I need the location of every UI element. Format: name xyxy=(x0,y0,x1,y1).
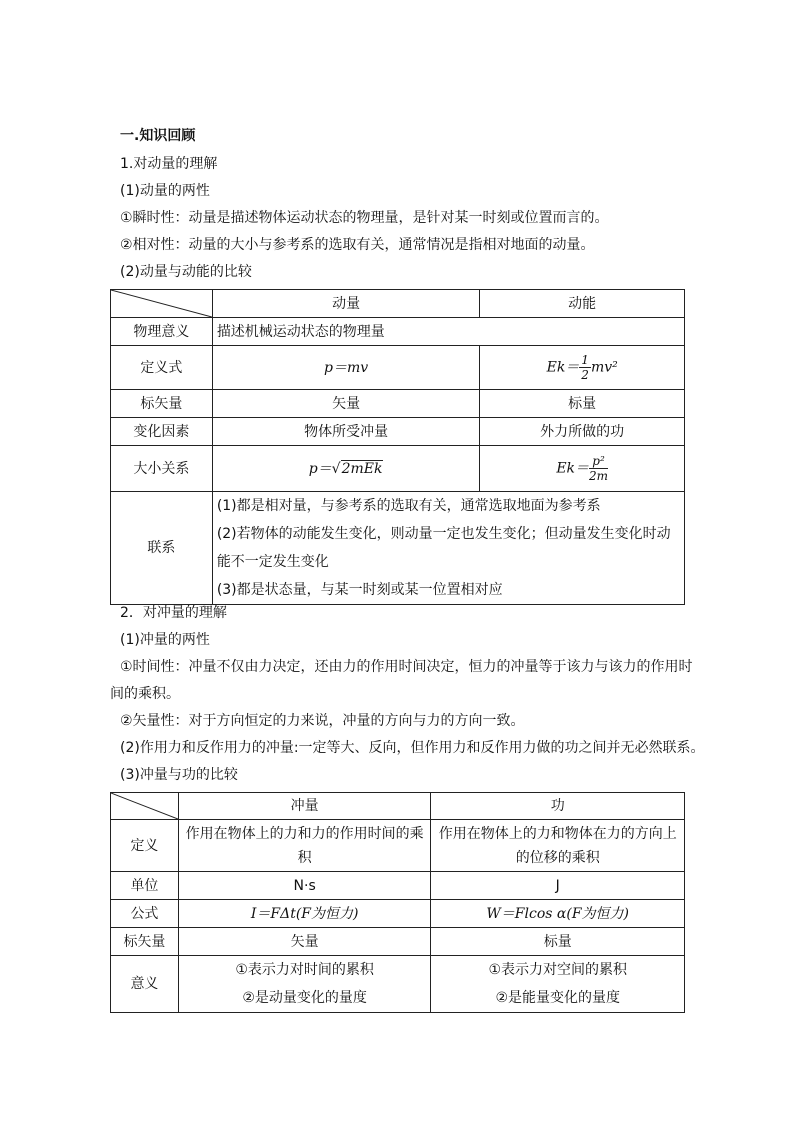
t1-col1: 动量 xyxy=(212,290,480,318)
section-heading: 一.知识回顾 xyxy=(120,128,196,144)
t2-r5-label: 意义 xyxy=(111,956,179,1013)
diagonal-header-cell xyxy=(111,793,179,820)
s1-sub1: (1)动量的两性 xyxy=(120,183,210,199)
t1-r5-b: Ek＝ $\frac{\text{p²}}{2m}$ xyxy=(480,446,685,492)
t2-r3-label: 公式 xyxy=(111,900,179,928)
s2-p1a: ①时间性：冲量不仅由力决定，还由力的作用时间决定，恒力的冲量等于该力与该力的作用时 xyxy=(120,659,693,675)
t2-r2-label: 单位 xyxy=(111,872,179,900)
t2-r5-a: ①表示力对时间的累积 ②是动量变化的量度 xyxy=(178,956,431,1013)
t1-r3-a: 矢量 xyxy=(212,390,480,418)
t2-r4-b: 标量 xyxy=(431,928,685,956)
t2-r3-a: I＝FΔt(F为恒力) xyxy=(178,900,431,928)
t2-col1: 冲量 xyxy=(178,793,431,820)
t1-r1-val: 描述机械运动状态的物理量 xyxy=(212,318,684,346)
t1-r6-label: 联系 xyxy=(111,492,213,605)
s2-sub1: (1)冲量的两性 xyxy=(120,632,210,648)
momentum-energy-table xyxy=(110,289,685,605)
s2-p1b: 间的乘积。 xyxy=(110,686,180,702)
t2-r1-a: 作用在物体上的力和力的作用时间的乘 积 xyxy=(178,820,431,872)
t2-r2-b: J xyxy=(431,872,685,900)
t2-r2-a: N·s xyxy=(178,872,431,900)
impulse-work-table xyxy=(110,792,685,1013)
s2-p2: ②矢量性：对于方向恒定的力来说，冲量的方向与力的方向一致。 xyxy=(120,713,525,729)
diagonal-header-cell xyxy=(111,290,213,318)
t2-r4-label: 标矢量 xyxy=(111,928,179,956)
s1-p1: ①瞬时性：动量是描述物体运动状态的物理量，是针对某一时刻或位置而言的。 xyxy=(120,210,609,226)
t2-r4-a: 矢量 xyxy=(178,928,431,956)
s1-p2: ②相对性：动量的大小与参考系的选取有关，通常情况是指相对地面的动量。 xyxy=(120,237,595,253)
t1-r2-a: p＝mv xyxy=(212,346,480,390)
t2-r1-label: 定义 xyxy=(111,820,179,872)
t2-r3-b: W＝Flcos α(F为恒力) xyxy=(431,900,685,928)
t2-r1-b: 作用在物体上的力和物体在力的方向上 的位移的乘积 xyxy=(431,820,685,872)
t1-r2-b: Ek＝ $\frac{1}{2}$ mv² xyxy=(480,346,685,390)
t1-r5-label: 大小关系 xyxy=(111,446,213,492)
t1-r6-val: (1)都是相对量，与参考系的选取有关，通常选取地面为参考系 (2)若物体的动能发生变化，则动量一定也发生变化；但动量发生变化时动 能不一定发生变化 (3)都是状态量，与某一时刻或某一位置相对应 xyxy=(212,492,684,605)
t1-r5-a: p＝√2mEk xyxy=(212,446,480,492)
t1-r1-label: 物理意义 xyxy=(111,318,213,346)
s2-p3: (2)作用力和反作用力的冲量:一定等大、反向，但作用力和反作用力做的功之间并无必然联系。 xyxy=(120,740,705,756)
t1-r3-b: 标量 xyxy=(480,390,685,418)
t2-r5-b: ①表示力对空间的累积 ②是能量变化的量度 xyxy=(431,956,685,1013)
t1-col2: 动能 xyxy=(480,290,685,318)
t1-r2-label: 定义式 xyxy=(111,346,213,390)
t1-r3-label: 标矢量 xyxy=(111,390,213,418)
s2-sub3: (3)冲量与功的比较 xyxy=(120,767,238,783)
s1-title: 1.对动量的理解 xyxy=(120,156,218,172)
t1-r4-a: 物体所受冲量 xyxy=(212,418,480,446)
s2-title: 2．对冲量的理解 xyxy=(120,605,227,621)
t1-r4-b: 外力所做的功 xyxy=(480,418,685,446)
s1-sub2: (2)动量与动能的比较 xyxy=(120,264,252,280)
t1-r4-label: 变化因素 xyxy=(111,418,213,446)
t2-col2: 功 xyxy=(431,793,685,820)
